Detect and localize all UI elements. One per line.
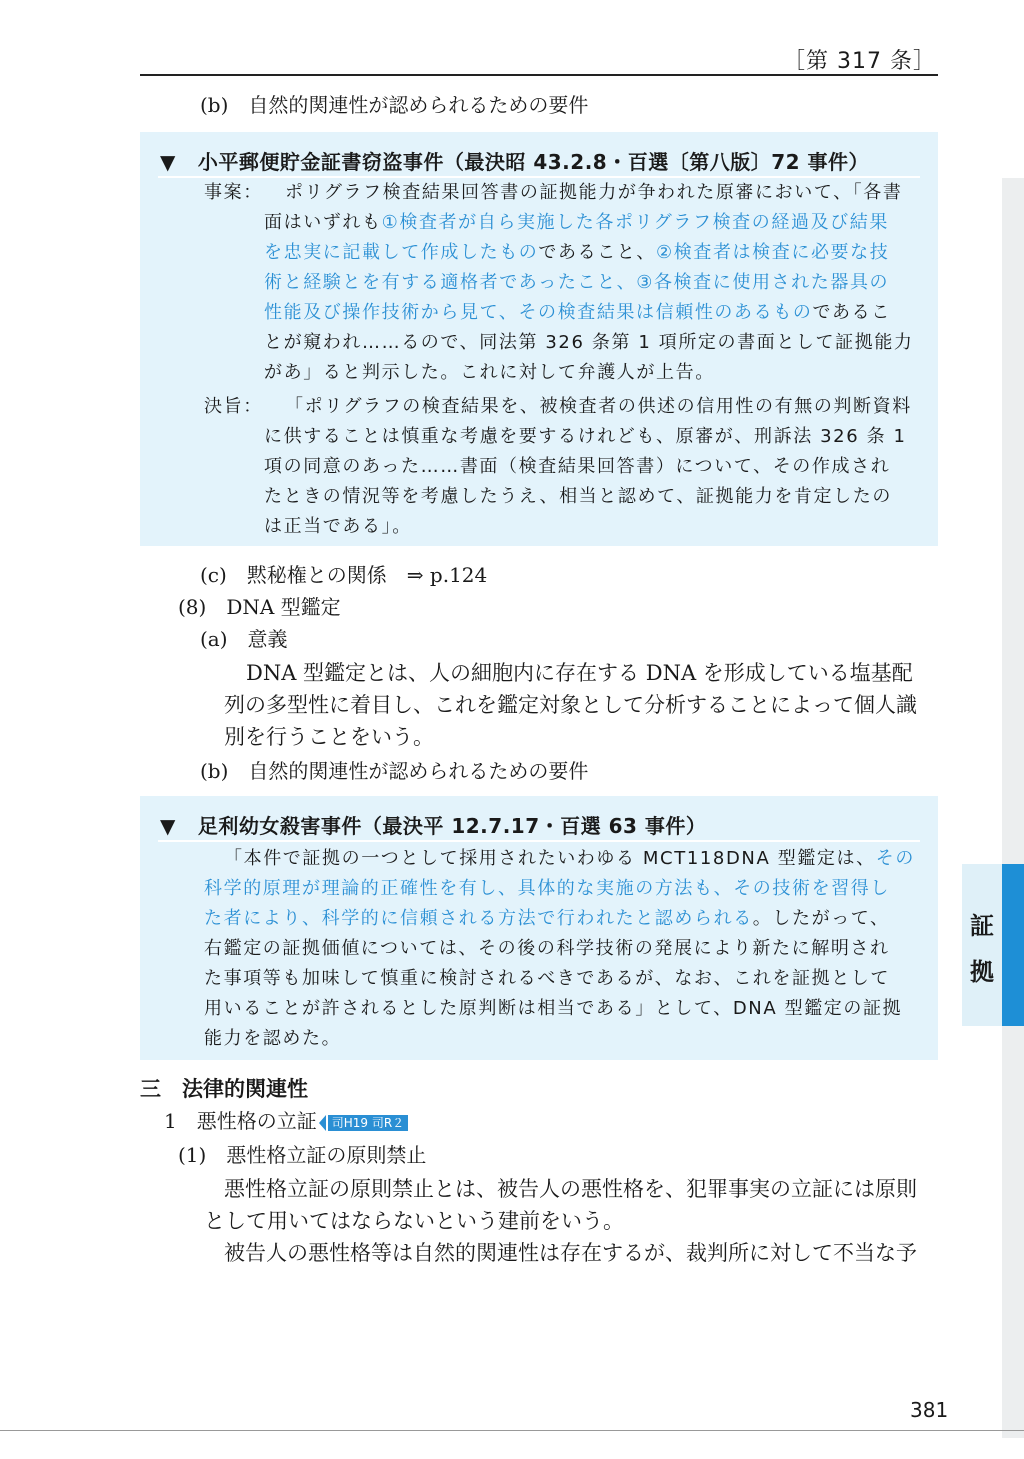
holding-line: 「本件で証拠の一つとして採用されたいわゆる MCT118DNA 型鑑定は、その [224, 848, 915, 869]
case-title-kodaira [160, 146, 869, 175]
holding-line: 能力を認めた。 [204, 1028, 342, 1049]
badge-arrow-icon [319, 1115, 326, 1131]
ruling-line: に供することは慎重な考慮を要するけれども、原審が、刑訴法 326 条 1 [264, 426, 907, 447]
facts-line: があ」ると判示した。これに対して弁護人が上告。 [264, 362, 715, 383]
facts-line: 面はいずれも①検査者が自ら実施した各ポリグラフ検査の経過及び結果 [264, 212, 889, 233]
subsection-c: (c) 黙秘権との関係 ⇒ p.124 [200, 563, 488, 587]
ruling-label: 決旨： [204, 396, 263, 417]
case-box-ashikaga [140, 796, 938, 1060]
facts-line: 術と経験とを有する適格者であったこと、③各検査に使用された器具の [264, 272, 890, 293]
holding-line: た事項等も加味して慎重に検討されるべきであるが、なお、これを証拠として [204, 968, 890, 989]
facts-line: を忠実に記載して作成したものであること、②検査者は検査に必要な技 [264, 242, 890, 263]
subsection-b-top: (b) 自然的関連性が認められるための要件 [200, 93, 589, 117]
definition-line: DNA 型鑑定とは、人の細胞内に存在する DNA を形成している塩基配 [246, 661, 913, 685]
section-8: (8) DNA 型鑑定 [178, 595, 341, 619]
section-heading-3: 三 法律的関連性 [140, 1076, 308, 1101]
ruling-line: 項の同意のあった……書面（検査結果回答書）について、その作成され [264, 456, 891, 477]
subsection-b-mid: (b) 自然的関連性が認められるための要件 [200, 759, 589, 783]
body-line: 悪性格立証の原則禁止とは、被告人の悪性格を、犯罪事実の立証には原則 [224, 1177, 917, 1201]
header-rule [140, 74, 938, 76]
case-title-rule [158, 840, 920, 842]
facts-line: 性能及び操作技術から見て、その検査結果は信頼性のあるものであるこ [264, 302, 891, 323]
holding-line: た者により、科学的に信頼される方法で行われたと認められる。したがって、 [204, 908, 890, 929]
subsection-1: (1) 悪性格立証の原則禁止 [178, 1143, 427, 1167]
ruling-line: は正当である」。 [264, 516, 412, 537]
side-index-bar [1002, 178, 1024, 1438]
triangle-down-icon: ▼ [160, 814, 176, 838]
page-bottom-rule [0, 1430, 1024, 1431]
body-line: 被告人の悪性格等は自然的関連性は存在するが、裁判所に対して不当な予 [224, 1241, 917, 1265]
ruling-line: 「ポリグラフの検査結果を、被検査者の供述の信用性の有無の判断資料 [285, 396, 912, 417]
case-box-kodaira [140, 132, 938, 546]
holding-line: 科学的原理が理論的正確性を有し、具体的な実施の方法も、その技術を習得し [204, 878, 890, 899]
side-tab-label-bg [962, 864, 1002, 1026]
holding-line: 右鑑定の証拠価値については、その後の科学技術の発展により新たに解明され [204, 938, 890, 959]
article-tag: ［第 317 条］ [783, 49, 936, 74]
case-title-text: 足利幼女殺害事件（最決平 12.7.17・百選 63 事件） [197, 814, 707, 838]
exam-badge: 司H19 司R２ [328, 1115, 408, 1131]
case-title-ashikaga [160, 810, 706, 839]
item-heading-1: 1 悪性格の立証 司H19 司R２ [164, 1106, 408, 1136]
holding-line: 用いることが許されるとした原判断は相当である」として、DNA 型鑑定の証拠 [204, 998, 903, 1019]
definition-line: 列の多型性に着目し、これを鑑定対象として分析することによって個人識 [224, 693, 917, 717]
ruling-line: たときの情況等を考慮したうえ、相当と認めて、証拠能力を肯定したの [264, 486, 892, 507]
facts-line: ポリグラフ検査結果回答書の証拠能力が争われた原審において、「各書 [285, 182, 903, 203]
facts-label: 事案： [204, 182, 263, 203]
subsection-a: (a) 意義 [200, 627, 288, 651]
page-number: 381 [910, 1398, 949, 1422]
body-line: として用いてはならないという建前をいう。 [204, 1209, 624, 1233]
side-tab-marker [1002, 864, 1024, 1026]
case-title-text: 小平郵便貯金証書窃盗事件（最決昭 43.2.8・百選〔第八版〕72 事件） [197, 150, 870, 174]
triangle-down-icon: ▼ [160, 150, 176, 174]
side-tab-char: 拠 [970, 958, 994, 986]
facts-line: とが窺われ……るので、同法第 326 条第 1 項所定の書面として証拠能力 [264, 332, 914, 353]
definition-line: 別を行うことをいう。 [224, 725, 434, 749]
side-tab-char: 証 [970, 912, 994, 940]
